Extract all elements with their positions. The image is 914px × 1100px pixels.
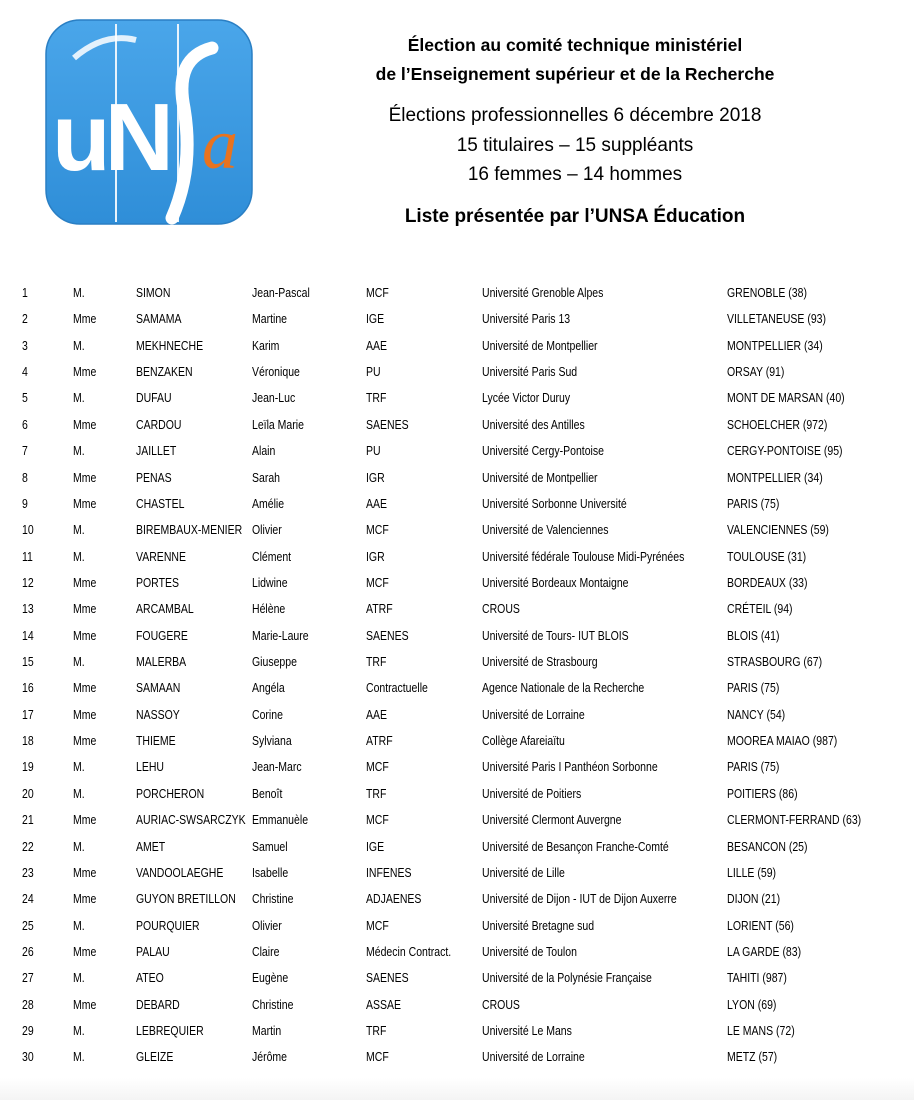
candidate-row — [0, 890, 914, 916]
establishment: Université Le Mans — [482, 1024, 572, 1039]
candidate-row — [0, 363, 914, 389]
grade: MCF — [366, 813, 389, 828]
candidate-number: 19 — [22, 760, 34, 775]
establishment: Université de Montpellier — [482, 338, 598, 353]
last-name: POURQUIER — [136, 918, 200, 933]
candidate-number: 6 — [22, 417, 28, 432]
grade: AAE — [366, 496, 388, 511]
establishment: Université Sorbonne Université — [482, 496, 627, 511]
last-name: AMET — [136, 839, 166, 854]
candidate-number: 10 — [22, 523, 34, 538]
candidate-number: 17 — [22, 707, 34, 722]
grade: IGR — [366, 470, 385, 485]
civility: M. — [73, 786, 85, 801]
city: MONTPELLIER (34) — [727, 470, 823, 485]
candidate-row — [0, 811, 914, 837]
page-bottom-edge — [0, 1078, 914, 1100]
candidate-row — [0, 469, 914, 495]
last-name: DUFAU — [136, 391, 172, 406]
establishment: Université de Poitiers — [482, 786, 582, 801]
candidate-row — [0, 864, 914, 890]
civility: M. — [73, 839, 85, 854]
city: GRENOBLE (38) — [727, 286, 807, 300]
gender-count: 16 femmes – 14 hommes — [467, 164, 683, 185]
first-name: Amélie — [252, 496, 285, 511]
grade: TRF — [366, 655, 387, 670]
city: LORIENT (56) — [727, 918, 794, 933]
candidate-row — [0, 442, 914, 468]
svg-text:uN: uN — [52, 84, 168, 191]
city: NANCY (54) — [727, 707, 786, 722]
grade: MCF — [366, 1050, 389, 1065]
city: MONTPELLIER (34) — [727, 338, 823, 353]
establishment: Université Paris I Panthéon Sorbonne — [482, 760, 658, 775]
last-name: VARENNE — [136, 549, 186, 564]
candidate-number: 24 — [22, 892, 34, 907]
candidate-number: 4 — [22, 365, 28, 380]
candidate-row — [0, 284, 914, 310]
candidate-list — [0, 284, 914, 1075]
first-name: Giuseppe — [252, 655, 297, 670]
establishment: Université de Montpellier — [482, 470, 598, 485]
civility: M. — [73, 444, 85, 459]
first-name: Sarah — [252, 470, 281, 485]
candidate-row — [0, 838, 914, 864]
candidate-number: 21 — [22, 813, 34, 828]
grade: ATRF — [366, 602, 393, 617]
first-name: Samuel — [252, 839, 288, 854]
candidate-row — [0, 706, 914, 732]
city: BLOIS (41) — [727, 628, 780, 643]
civility: M. — [73, 971, 85, 986]
last-name: THIEME — [136, 734, 176, 749]
city: BESANCON (25) — [727, 839, 808, 854]
first-name: Marie-Laure — [252, 628, 309, 643]
establishment: Université Cergy-Pontoise — [482, 444, 604, 459]
candidate-number: 25 — [22, 918, 34, 933]
candidate-row — [0, 679, 914, 705]
title-line-2: de l’Enseignement supérieur et de la Recherche — [375, 64, 775, 84]
civility: M. — [73, 1050, 85, 1065]
civility: M. — [73, 338, 85, 353]
grade: PU — [366, 365, 381, 380]
grade: AAE — [366, 707, 388, 722]
last-name: FOUGERE — [136, 628, 188, 643]
last-name: PORCHERON — [136, 786, 205, 801]
unsa-logo — [44, 18, 256, 228]
city: SCHOELCHER (972) — [727, 417, 828, 432]
first-name: Angéla — [252, 681, 285, 696]
first-name: Olivier — [252, 523, 282, 538]
candidate-row — [0, 337, 914, 363]
establishment: Université de Valenciennes — [482, 523, 609, 538]
last-name: PALAU — [136, 944, 170, 959]
civility: Mme — [73, 575, 97, 590]
candidate-number: 14 — [22, 628, 34, 643]
grade: ASSAE — [366, 997, 402, 1012]
candidate-row — [0, 389, 914, 415]
last-name: ARCAMBAL — [136, 602, 194, 617]
civility: M. — [73, 1024, 85, 1039]
first-name: Alain — [252, 444, 276, 459]
candidate-row — [0, 416, 914, 442]
establishment: Université de Tours- IUT BLOIS — [482, 628, 629, 643]
candidate-number: 5 — [22, 391, 28, 406]
candidate-number: 26 — [22, 944, 34, 959]
city: PARIS (75) — [727, 496, 780, 511]
last-name: SIMON — [136, 286, 171, 300]
list-label: Liste présentée par l’UNSA Éducation — [404, 206, 746, 227]
first-name: Leïla Marie — [252, 417, 304, 432]
first-name: Clément — [252, 549, 292, 564]
candidate-row — [0, 996, 914, 1022]
grade: TRF — [366, 786, 387, 801]
civility: M. — [73, 655, 85, 670]
civility: Mme — [73, 628, 97, 643]
first-name: Corine — [252, 707, 283, 722]
last-name: LEHU — [136, 760, 165, 775]
grade: Médecin Contract. — [366, 944, 452, 959]
grade: SAENES — [366, 971, 409, 986]
candidate-number: 9 — [22, 496, 28, 511]
establishment: Université Paris Sud — [482, 365, 578, 380]
civility: M. — [73, 549, 85, 564]
grade: ADJAENES — [366, 892, 422, 907]
first-name: Jean-Pascal — [252, 286, 310, 300]
candidate-row — [0, 495, 914, 521]
establishment: Université Paris 13 — [482, 312, 571, 327]
last-name: MEKHNECHE — [136, 338, 204, 353]
grade: INFENES — [366, 865, 412, 880]
candidate-row — [0, 574, 914, 600]
candidate-number: 18 — [22, 734, 34, 749]
candidate-row — [0, 943, 914, 969]
last-name: BENZAKEN — [136, 365, 193, 380]
establishment: Université de Dijon - IUT de Dijon Auxerre — [482, 892, 677, 907]
candidate-number: 8 — [22, 470, 28, 485]
grade: MCF — [366, 918, 389, 933]
last-name: JAILLET — [136, 444, 177, 459]
candidate-number: 13 — [22, 602, 34, 617]
city: CERGY-PONTOISE (95) — [727, 444, 843, 459]
last-name: SAMAAN — [136, 681, 181, 696]
establishment: Collège Afareiaïtu — [482, 734, 565, 749]
grade: MCF — [366, 575, 389, 590]
candidate-number: 28 — [22, 997, 34, 1012]
first-name: Sylviana — [252, 734, 292, 749]
first-name: Eugène — [252, 971, 289, 986]
first-name: Lidwine — [252, 575, 288, 590]
city: VILLETANEUSE (93) — [727, 312, 827, 327]
civility: M. — [73, 760, 85, 775]
establishment: Université de Lorraine — [482, 1050, 585, 1065]
city: LE MANS (72) — [727, 1024, 795, 1039]
last-name: GLEIZE — [136, 1050, 174, 1065]
last-name: LEBREQUIER — [136, 1024, 204, 1039]
first-name: Christine — [252, 997, 294, 1012]
civility: M. — [73, 286, 85, 300]
first-name: Martine — [252, 312, 288, 327]
candidate-row — [0, 917, 914, 943]
grade: MCF — [366, 286, 389, 300]
first-name: Benoît — [252, 786, 283, 801]
city: MOOREA MAIAO (987) — [727, 734, 838, 749]
establishment: Université de la Polynésie Française — [482, 971, 652, 986]
city: BORDEAUX (33) — [727, 575, 808, 590]
establishment: Université de Lille — [482, 865, 565, 880]
establishment: Agence Nationale de la Recherche — [482, 681, 645, 696]
grade: MCF — [366, 523, 389, 538]
city: LA GARDE (83) — [727, 944, 802, 959]
city: STRASBOURG (67) — [727, 655, 823, 670]
civility: Mme — [73, 865, 97, 880]
civility: Mme — [73, 470, 97, 485]
candidate-number: 23 — [22, 865, 34, 880]
establishment: Lycée Victor Duruy — [482, 391, 571, 406]
candidate-number: 16 — [22, 681, 34, 696]
establishment: Université Bordeaux Montaigne — [482, 575, 629, 590]
candidate-number: 20 — [22, 786, 34, 801]
first-name: Jean-Luc — [252, 391, 296, 406]
grade: MCF — [366, 760, 389, 775]
candidate-row — [0, 310, 914, 336]
svg-text:a: a — [202, 104, 238, 184]
last-name: AURIAC-SWSARCZYK — [136, 813, 246, 828]
civility: M. — [73, 523, 85, 538]
establishment: Université fédérale Toulouse Midi-Pyrénées — [482, 549, 685, 564]
grade: TRF — [366, 391, 387, 406]
last-name: CHASTEL — [136, 496, 185, 511]
civility: Mme — [73, 312, 97, 327]
civility: M. — [73, 918, 85, 933]
candidate-row — [0, 785, 914, 811]
candidate-number: 12 — [22, 575, 34, 590]
election-date: Élections professionnelles 6 décembre 2018 — [388, 105, 762, 126]
last-name: ATEO — [136, 971, 164, 986]
civility: Mme — [73, 707, 97, 722]
grade: SAENES — [366, 417, 409, 432]
establishment: Université de Toulon — [482, 944, 577, 959]
candidate-row — [0, 732, 914, 758]
establishment: CROUS — [482, 602, 520, 617]
candidate-row — [0, 969, 914, 995]
title-line-1: Élection au comité technique ministériel — [407, 35, 743, 55]
last-name: PENAS — [136, 470, 172, 485]
candidate-row — [0, 521, 914, 547]
city: PARIS (75) — [727, 760, 780, 775]
candidate-number: 15 — [22, 655, 34, 670]
candidate-number: 2 — [22, 312, 28, 327]
establishment: Université Bretagne sud — [482, 918, 595, 933]
civility: Mme — [73, 365, 97, 380]
city: CLERMONT-FERRAND (63) — [727, 813, 862, 828]
candidate-row — [0, 1048, 914, 1074]
candidate-number: 30 — [22, 1050, 34, 1065]
first-name: Jérôme — [252, 1050, 288, 1065]
civility: Mme — [73, 997, 97, 1012]
seats-count: 15 titulaires – 15 suppléants — [456, 135, 694, 156]
grade: SAENES — [366, 628, 409, 643]
candidate-number: 7 — [22, 444, 28, 459]
last-name: DEBARD — [136, 997, 180, 1012]
last-name: SAMAMA — [136, 312, 182, 327]
grade: IGE — [366, 312, 385, 327]
candidate-row — [0, 627, 914, 653]
grade: AAE — [366, 338, 388, 353]
civility: Mme — [73, 944, 97, 959]
candidate-number: 1 — [22, 286, 28, 300]
last-name: VANDOOLAEGHE — [136, 865, 224, 880]
candidate-row — [0, 758, 914, 784]
last-name: PORTES — [136, 575, 179, 590]
first-name: Hélène — [252, 602, 286, 617]
first-name: Martin — [252, 1024, 282, 1039]
civility: Mme — [73, 813, 97, 828]
grade: TRF — [366, 1024, 387, 1039]
city: PARIS (75) — [727, 681, 780, 696]
first-name: Olivier — [252, 918, 282, 933]
establishment: Université de Besançon Franche-Comté — [482, 839, 669, 854]
last-name: BIREMBAUX-MENIER — [136, 523, 243, 538]
civility: Mme — [73, 496, 97, 511]
candidate-row — [0, 600, 914, 626]
candidate-row — [0, 548, 914, 574]
civility: Mme — [73, 734, 97, 749]
establishment: Université de Lorraine — [482, 707, 585, 722]
first-name: Emmanuèle — [252, 813, 309, 828]
city: ORSAY (91) — [727, 365, 785, 380]
first-name: Christine — [252, 892, 294, 907]
grade: ATRF — [366, 734, 393, 749]
city: TAHITI (987) — [727, 971, 787, 986]
establishment: Université Grenoble Alpes — [482, 286, 604, 300]
establishment: CROUS — [482, 997, 520, 1012]
civility: Mme — [73, 417, 97, 432]
candidate-row — [0, 1022, 914, 1048]
first-name: Isabelle — [252, 865, 289, 880]
city: POITIERS (86) — [727, 786, 798, 801]
first-name: Véronique — [252, 365, 300, 380]
candidate-number: 27 — [22, 971, 34, 986]
grade: IGE — [366, 839, 385, 854]
grade: IGR — [366, 549, 385, 564]
city: CRÉTEIL (94) — [727, 602, 793, 617]
first-name: Karim — [252, 338, 280, 353]
grade: PU — [366, 444, 381, 459]
civility: M. — [73, 391, 85, 406]
civility: Mme — [73, 681, 97, 696]
last-name: NASSOY — [136, 707, 180, 722]
establishment: Université de Strasbourg — [482, 655, 598, 670]
first-name: Claire — [252, 944, 280, 959]
establishment: Université Clermont Auvergne — [482, 813, 622, 828]
candidate-number: 22 — [22, 839, 34, 854]
last-name: MALERBA — [136, 655, 187, 670]
civility: Mme — [73, 892, 97, 907]
city: METZ (57) — [727, 1050, 778, 1065]
candidate-number: 3 — [22, 338, 28, 353]
candidate-number: 29 — [22, 1024, 34, 1039]
grade: Contractuelle — [366, 681, 428, 696]
city: VALENCIENNES (59) — [727, 523, 829, 538]
candidate-row — [0, 653, 914, 679]
first-name: Jean-Marc — [252, 760, 302, 775]
last-name: CARDOU — [136, 417, 182, 432]
city: TOULOUSE (31) — [727, 549, 807, 564]
last-name: GUYON BRETILLON — [136, 892, 236, 907]
city: LYON (69) — [727, 997, 777, 1012]
candidate-number: 11 — [22, 549, 33, 564]
civility: Mme — [73, 602, 97, 617]
city: MONT DE MARSAN (40) — [727, 391, 845, 406]
city: DIJON (21) — [727, 892, 781, 907]
establishment: Université des Antilles — [482, 417, 585, 432]
city: LILLE (59) — [727, 865, 777, 880]
